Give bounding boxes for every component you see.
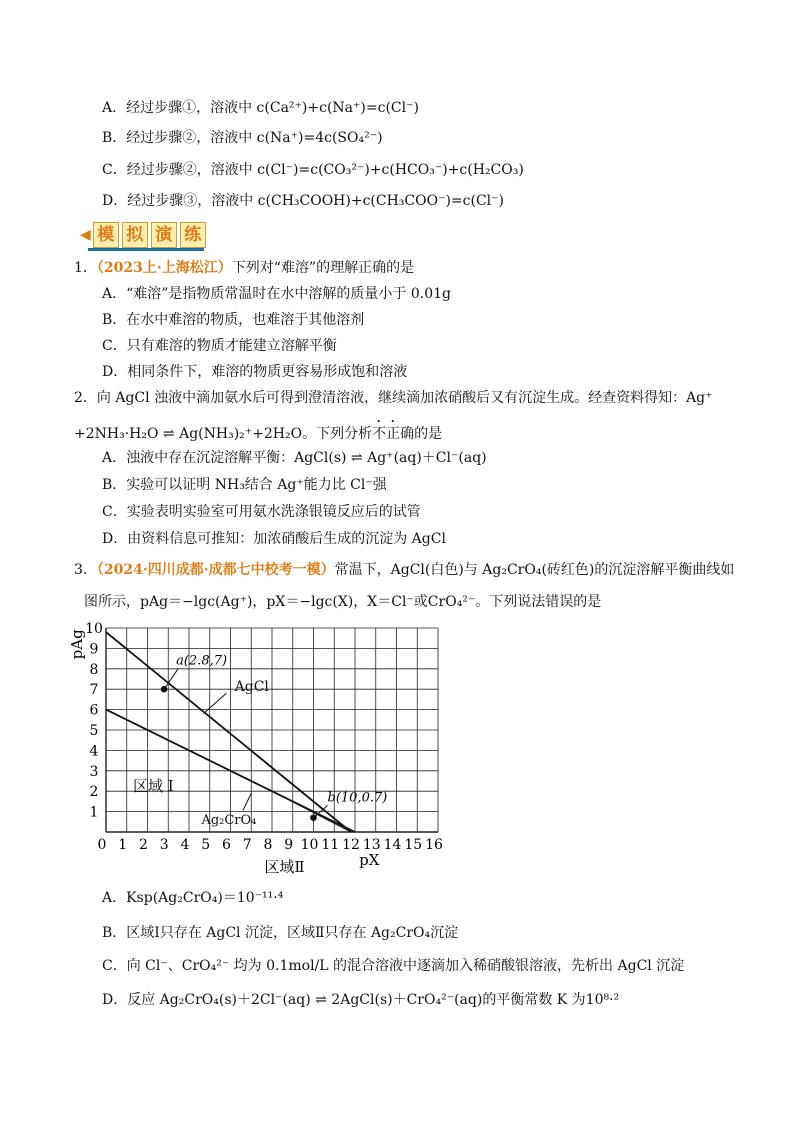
y-tick-label: 3	[89, 763, 99, 780]
speaker-icon: ◀	[80, 227, 91, 243]
question-2-stem-line2: +2NH₃·H₂O ⇌ Ag(NH₃)₂⁺+2H₂O。下列分析不正确的是	[74, 426, 443, 442]
badge-char: 模	[93, 222, 119, 248]
y-tick-label: 5	[89, 723, 99, 739]
q3-option-c: C．向 Cl⁻、CrO₄²⁻ 均为 0.1mol/L 的混合溶液中逐滴加入稀硝酸银溶液，先析出 AgCl 沉淀	[102, 958, 685, 974]
prev-option-b: B．经过步骤②，溶液中 c(Na⁺)=4c(SO₄²⁻)	[102, 130, 383, 146]
q1-option-a: A．“难溶”是指物质常温时在水中溶解的质量小于 0.01g	[102, 286, 452, 302]
x-tick-label: 6	[222, 837, 231, 853]
x-tick-label: 13	[362, 837, 381, 853]
badge-char: 练	[180, 222, 206, 248]
prev-option-c: C．经过步骤②，溶液中 c(Cl⁻)=c(CO₃²⁻)+c(HCO₃⁻)+c(H₂CO₃)	[102, 162, 524, 178]
y-tick-label: 9	[89, 641, 99, 658]
x-tick-label: 15	[404, 837, 423, 853]
y-tick-label: 2	[89, 784, 99, 801]
solubility-chart	[70, 614, 450, 876]
chart-svg	[70, 614, 450, 876]
x-tick-label: 0	[97, 837, 107, 853]
q2-option-a: A．浊液中存在沉淀溶解平衡：AgCl(s) ⇌ Ag⁺(aq)＋Cl⁻(aq)	[102, 450, 487, 466]
point-a-label: a(2.8,7)	[176, 653, 228, 669]
badge-underline	[88, 248, 204, 251]
agcl-label: AgCl	[234, 679, 269, 696]
region-2-label: 区域Ⅱ	[264, 858, 305, 876]
x-tick-label: 2	[139, 837, 148, 853]
q1-option-b: B．在水中难溶的物质，也难溶于其他溶剂	[102, 312, 365, 328]
y-axis-title: pAg	[68, 629, 86, 660]
x-tick-label: 12	[342, 837, 360, 853]
y-tick-label: 8	[89, 661, 99, 678]
q1-option-c: C．只有难溶的物质才能建立溶解平衡	[102, 338, 337, 354]
ag2cro4-label: Ag₂CrO₄	[201, 812, 257, 828]
question-source: （2023上·上海松江）	[96, 260, 232, 276]
q1-option-d: D．相同条件下，难溶的物质更容易形成饱和溶液	[102, 364, 408, 380]
x-tick-label: 8	[263, 837, 273, 853]
x-tick-label: 4	[180, 837, 190, 853]
prev-option-d: D．经过步骤③，溶液中 c(CH₃COOH)+c(CH₃COO⁻)=c(Cl⁻)	[102, 193, 505, 209]
x-tick-label: 1	[118, 837, 128, 853]
badge-char: 拟	[122, 222, 148, 248]
leader-line	[243, 793, 251, 810]
q3-option-b: B．区域Ⅰ只存在 AgCl 沉淀，区域Ⅱ只存在 Ag₂CrO₄沉淀	[102, 925, 459, 941]
y-tick-label: 1	[89, 804, 99, 821]
question-1-stem: 1．（2023上·上海松江）下列对“难溶”的理解正确的是	[74, 260, 415, 276]
emphasis-not: 不正	[372, 426, 401, 442]
y-tick-label: 6	[89, 702, 99, 719]
x-tick-label: 11	[321, 837, 340, 853]
x-tick-label: 16	[425, 837, 443, 853]
question-3-stem-line2: 图所示，pAg＝−lgc(Ag⁺)，pX＝−lgc(X)，X＝Cl⁻或CrO₄²⁻。下列说法错误的是	[84, 594, 602, 610]
y-tick-label: 7	[89, 682, 99, 699]
x-tick-label: 5	[201, 837, 211, 853]
x-tick-label: 7	[242, 837, 252, 853]
question-2-stem-line1: 2．向 AgCl 浊液中滴加氨水后可得到澄清溶液，继续滴加浓硝酸后又有沉淀生成。经查资料得知：Ag⁺	[74, 390, 713, 406]
badge-char: 演	[151, 222, 177, 248]
prev-option-a: A．经过步骤①，溶液中 c(Ca²⁺)+c(Na⁺)=c(Cl⁻)	[102, 100, 419, 116]
x-tick-label: 10	[300, 837, 319, 853]
q3-option-a: A．Ksp(Ag₂CrO₄)＝10⁻¹¹·⁴	[102, 890, 284, 906]
q2-option-d: D．由资料信息可推知：加浓硝酸后生成的沉淀为 AgCl	[102, 531, 446, 547]
leader-line	[204, 693, 227, 713]
section-badge	[80, 221, 209, 249]
q2-option-c: C．实验表明实验室可用氨水洗涤银镜反应后的试管	[102, 504, 421, 520]
x-axis-title: pX	[359, 851, 380, 869]
curve-agcl	[106, 632, 351, 832]
region-1-label: 区域 Ⅰ	[132, 777, 174, 796]
q2-option-b: B．实验可以证明 NH₃结合 Ag⁺能力比 Cl⁻强	[102, 477, 387, 493]
y-tick-label: 10	[85, 621, 103, 637]
question-3-stem-line1: 3．（2024·四川成都·成都七中校考一模）常温下，AgCl(白色)与 Ag₂CrO₄(砖红色)的沉淀溶解平衡曲线如	[74, 562, 735, 578]
data-point	[161, 686, 168, 693]
y-tick-label: 4	[89, 743, 99, 760]
x-tick-label: 14	[383, 837, 402, 853]
point-b-label: b(10,0.7)	[327, 790, 388, 806]
question-source: （2024·四川成都·成都七中校考一模）	[96, 562, 335, 578]
q3-option-d: D．反应 Ag₂CrO₄(s)＋2Cl⁻(aq) ⇌ 2AgCl(s)＋CrO₄²⁻(aq)的平衡常数 K 为10⁸·²	[102, 992, 620, 1008]
x-tick-label: 3	[159, 837, 169, 853]
x-tick-label: 9	[284, 837, 294, 853]
